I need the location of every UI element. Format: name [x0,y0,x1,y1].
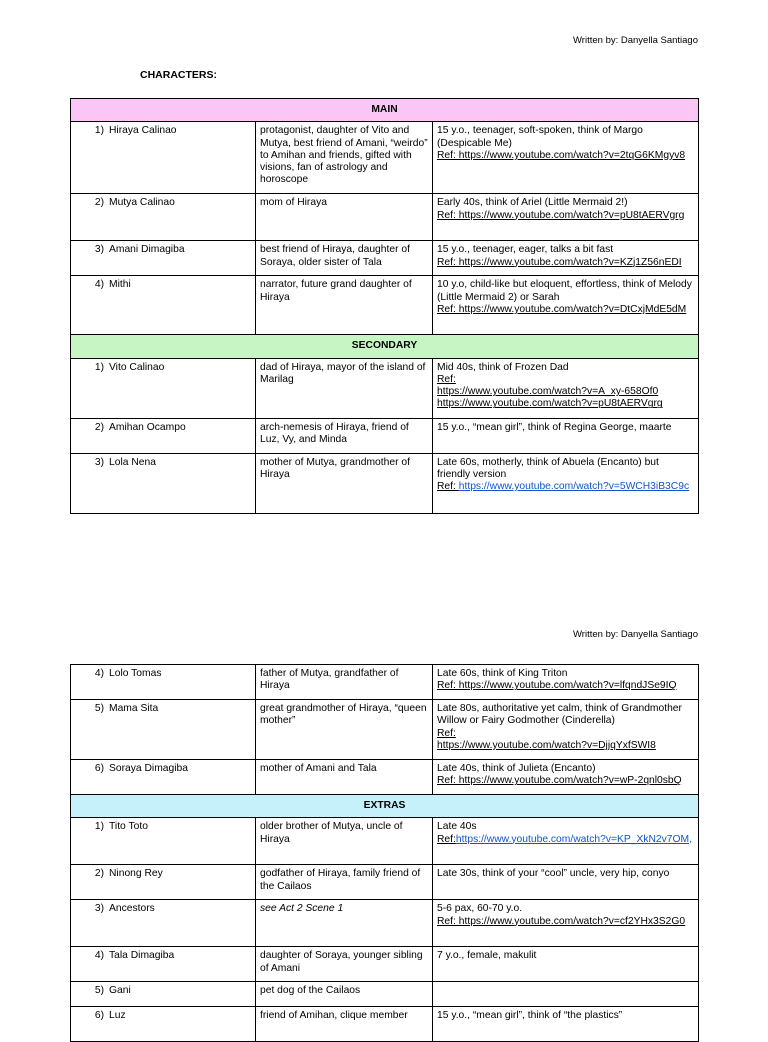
reference-link[interactable]: Ref: https://www.youtube.com/watch?v=5WCH3iB3C9c [437,481,690,493]
characters-table-main [70,98,699,514]
character-notes: Early 40s, think of Ariel (Little Mermaid 2!) Ref: https://www.youtube.com/watch?v=pU8tAERVgrg [433,194,699,241]
character-name-cell: 4) Tala Dimagiba [71,947,256,982]
character-name-cell: 1) Hiraya Calinao [71,122,256,194]
reference-link[interactable]: Ref: https://www.youtube.com/watch?v=KZj1Z56nEDI [437,256,682,268]
table-row [71,122,699,194]
character-notes: 15 y.o., teenager, soft-spoken, think of Margo (Despicable Me) Ref: https://www.youtube.com/watch?v=2tqG6KMgyv8 [433,122,699,194]
table-row [71,358,699,418]
table-row [71,865,699,900]
reference-link[interactable]: Ref: [437,727,456,739]
table-row [71,665,699,700]
character-notes: Late 60s, motherly, think of Abuela (Encanto) but friendly version Ref: https://www.youtube.com/watch?v=5WCH3iB3C9c [433,453,699,513]
character-notes: 15 y.o., “mean girl”, think of Regina George, maarte [433,418,699,453]
table-row [71,1007,699,1042]
character-name-cell: 3) Lola Nena [71,453,256,513]
table-row [71,900,699,947]
character-notes: 5-6 pax, 60-70 y.o. Ref: https://www.youtube.com/watch?v=cf2YHx3S2G0 [433,900,699,947]
character-name-cell: 2) Amihan Ocampo [71,418,256,453]
table-row [71,453,699,513]
table-row [71,947,699,982]
writer-credit: Written by: Danyella Santiago [573,629,698,640]
table-row [71,418,699,453]
character-notes: Late 60s, think of King Triton Ref: https://www.youtube.com/watch?v=lfqndJSe9IQ [433,665,699,700]
character-name-cell: 5) Gani [71,982,256,1007]
reference-link[interactable]: Ref: https://www.youtube.com/watch?v=2tqG6KMgyv8 [437,149,686,161]
reference-link[interactable]: https://www.youtube.com/watch?v=DjjqYxfSWI8 [437,739,656,751]
character-notes: Late 30s, think of your “cool” uncle, very hip, conyo [433,865,699,900]
character-description: see Act 2 Scene 1 [256,900,433,947]
section-title: SECONDARY [71,335,699,358]
reference-link[interactable]: Ref: https://www.youtube.com/watch?v=DtCxjMdE5dM [437,303,687,315]
section-header-main [71,99,699,122]
character-description: pet dog of the Cailaos [256,982,433,1007]
character-name-cell: 2) Ninong Rey [71,865,256,900]
character-name-cell: 6) Luz [71,1007,256,1042]
character-description: friend of Amihan, clique member [256,1007,433,1042]
character-notes: 10 y.o, child-like but eloquent, effortless, think of Melody (Little Mermaid 2) or Sarah Ref: https://www.youtube.com/watch?v=DtCxjMdE5dM [433,276,699,335]
character-name-cell: 1) Vito Calinao [71,358,256,418]
table-row [71,982,699,1007]
section-title: MAIN [71,99,699,122]
character-description: narrator, future grand daughter of Hiraya [256,276,433,335]
section-header-extras [71,795,699,818]
character-notes: Late 40s, think of Julieta (Encanto) Ref: https://www.youtube.com/watch?v=wP-2qnl0sbQ [433,760,699,795]
reference-link[interactable]: Ref: https://www.youtube.com/watch?v=pU8tAERVgrg [437,209,685,221]
page-heading: CHARACTERS: [140,69,217,81]
character-description: great grandmother of Hiraya, “queen mother” [256,700,433,760]
reference-link[interactable]: Ref: https://www.youtube.com/watch?v=cf2YHx3S2G0 [437,915,686,927]
reference-link[interactable]: Ref:https://www.youtube.com/watch?v=KP_XkN2v7OM, [437,833,692,845]
character-name-cell: 6) Soraya Dimagiba [71,760,256,795]
character-notes: Late 40s Ref:https://www.youtube.com/watch?v=KP_XkN2v7OM, [433,818,699,865]
reference-link[interactable]: https://www.youtube.com/watch?v=A_xy-658Of0 [437,386,659,398]
character-notes: Mid 40s, think of Frozen Dad Ref: https://www.youtube.com/watch?v=A_xy-658Of0 https://www.youtube.com/watch?v=pU8tAERVgrg [433,358,699,418]
reference-link[interactable]: Ref: https://www.youtube.com/watch?v=lfqndJSe9IQ [437,680,677,692]
character-description: mom of Hiraya [256,194,433,241]
character-name-cell: 3) Amani Dimagiba [71,241,256,276]
character-description: godfather of Hiraya, family friend of the Cailaos [256,865,433,900]
character-description: older brother of Mutya, uncle of Hiraya [256,818,433,865]
character-description: mother of Amani and Tala [256,760,433,795]
character-notes: 15 y.o., teenager, eager, talks a bit fast Ref: https://www.youtube.com/watch?v=KZj1Z56nEDI [433,241,699,276]
table-row [71,818,699,865]
character-description: father of Mutya, grandfather of Hiraya [256,665,433,700]
character-notes [433,982,699,1007]
characters-table-continued [70,664,699,1042]
character-notes: Late 80s, authoritative yet calm, think of Grandmother Willow or Fairy Godmother (Cinderella) Ref: https://www.youtube.com/watch?v=DjjqYxfSWI8 [433,700,699,760]
section-title: EXTRAS [71,795,699,818]
reference-link[interactable]: Ref: https://www.youtube.com/watch?v=wP-2qnl0sbQ [437,775,682,787]
character-notes: 15 y.o., “mean girl”, think of “the plastics” [433,1007,699,1042]
character-name-cell: 4) Mithi [71,276,256,335]
character-name-cell: 5) Mama Sita [71,700,256,760]
character-description: daughter of Soraya, younger sibling of Amani [256,947,433,982]
table-row [71,241,699,276]
reference-link[interactable]: Ref: [437,373,456,385]
character-name-cell: 2) Mutya Calinao [71,194,256,241]
character-description: dad of Hiraya, mayor of the island of Marilag [256,358,433,418]
writer-credit: Written by: Danyella Santiago [573,35,698,46]
character-description: best friend of Hiraya, daughter of Soraya, older sister of Tala [256,241,433,276]
table-row [71,276,699,335]
table-row [71,194,699,241]
table-row [71,700,699,760]
character-notes: 7 y.o., female, makulit [433,947,699,982]
character-description: arch-nemesis of Hiraya, friend of Luz, Vy, and Minda [256,418,433,453]
character-description: protagonist, daughter of Vito and Mutya, best friend of Amani, “weirdo” to Amihan and friends, gifted with visions, fan of astrology and horoscope [256,122,433,194]
table-row [71,760,699,795]
character-name-cell: 3) Ancestors [71,900,256,947]
character-name-cell: 1) Tito Toto [71,818,256,865]
section-header-secondary [71,335,699,358]
reference-link[interactable]: https://www.youtube.com/watch?v=pU8tAERVgrg [437,398,663,410]
character-description: mother of Mutya, grandmother of Hiraya [256,453,433,513]
character-name-cell: 4) Lolo Tomas [71,665,256,700]
